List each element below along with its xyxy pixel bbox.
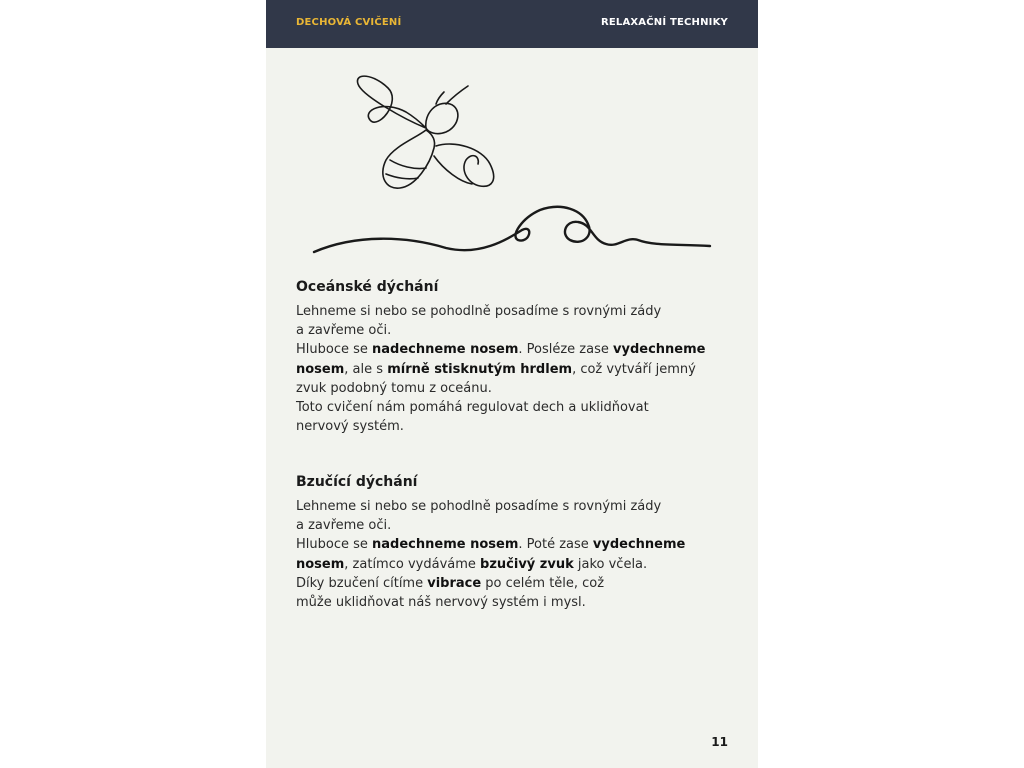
body-text: a zavřeme oči.	[296, 323, 392, 339]
body-text: . Poté zase	[518, 537, 593, 553]
body-text: Toto cvičení nám pomáhá regulovat dech a uklidňovat	[296, 400, 649, 416]
bold-text: nosem	[296, 361, 345, 377]
body-text: zvuk podobný tomu z oceánu.	[296, 380, 492, 396]
body-text: Díky bzučení cítíme	[296, 575, 428, 591]
body-text: Lehneme si nebo se pohodlně posadíme s rovnými zády	[296, 304, 662, 319]
bold-text: vibrace	[427, 575, 482, 591]
body-text: Hluboce se	[296, 537, 373, 553]
illustration	[266, 60, 758, 270]
ocean-wave-line-drawing-icon	[314, 207, 710, 252]
body-text: , zatímco vydáváme	[344, 556, 481, 572]
page-header	[266, 0, 758, 48]
section-ocean-breathing	[296, 278, 736, 436]
body-text: , což vytváří jemný	[572, 361, 696, 377]
section-title: Bzučící dýchání	[296, 474, 418, 490]
section-title: Oceánské dýchání	[296, 279, 439, 295]
bold-text: bzučivý zvuk	[480, 556, 574, 572]
bold-text: nadechneme nosem	[372, 537, 519, 553]
body-text: . Posléze zase	[518, 342, 613, 358]
section-label: RELAXAČNÍ TECHNIKY	[600, 17, 728, 28]
bold-text: mírně stisknutým hrdlem	[387, 361, 573, 377]
bee-line-drawing-icon	[357, 76, 493, 188]
body-text: , ale s	[344, 361, 388, 377]
book-page	[266, 0, 758, 768]
section-body	[296, 302, 736, 436]
body-text: nervový systém.	[296, 419, 404, 435]
bold-text: vydechneme	[592, 537, 686, 553]
section-humming-breathing	[296, 473, 736, 612]
body-text: Hluboce se	[296, 342, 373, 358]
bold-text: vydechneme	[613, 342, 706, 358]
body-text: a zavřeme oči.	[296, 518, 392, 534]
section-body	[296, 497, 736, 612]
bold-text: nosem	[296, 556, 345, 572]
body-text: Lehneme si nebo se pohodlně posadíme s rovnými zády	[296, 499, 662, 514]
bold-text: nadechneme nosem	[372, 342, 519, 358]
page-number: 11	[711, 735, 728, 749]
chapter-label: DECHOVÁ CVIČENÍ	[296, 17, 402, 28]
body-text: může uklidňovat náš nervový systém i mysl.	[296, 595, 586, 611]
body-text: jako včela.	[573, 556, 648, 572]
body-text: po celém těle, což	[481, 575, 605, 591]
